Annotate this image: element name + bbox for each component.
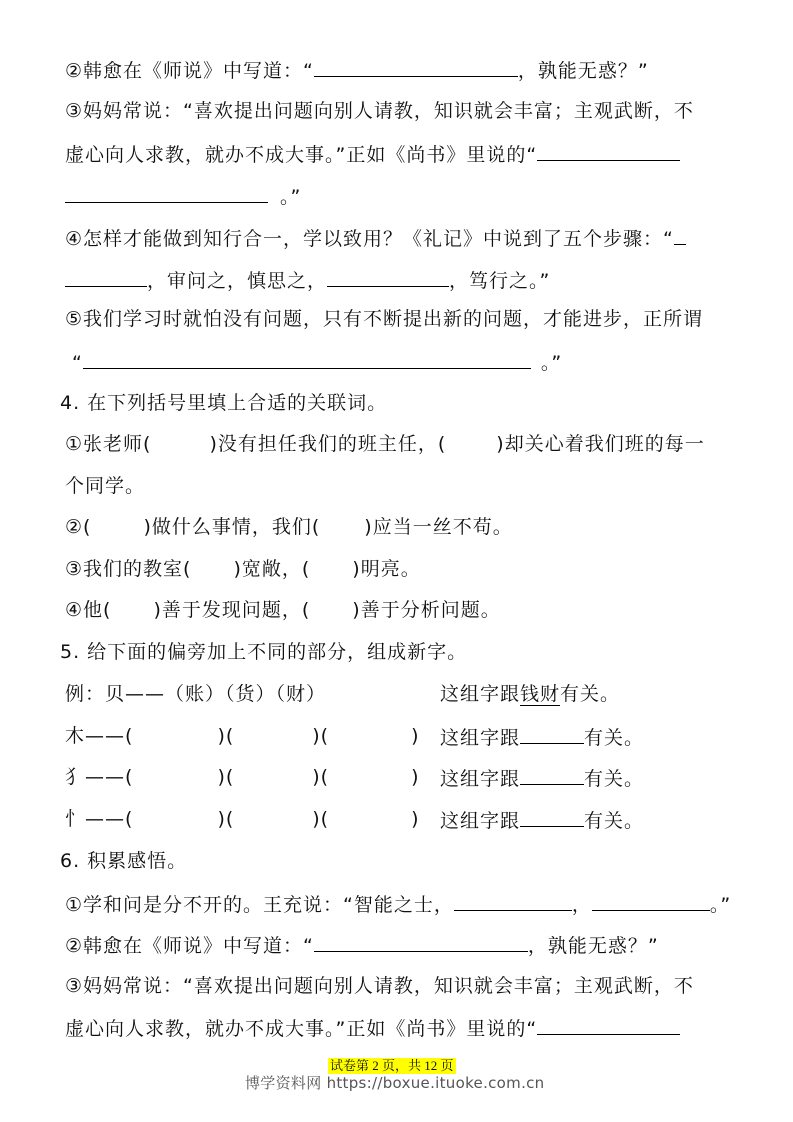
- answer-blank[interactable]: [520, 723, 584, 744]
- q3-item3-line1: ③妈妈常说：“喜欢提出问题向别人请教，知识就会丰富；主观武断，不: [65, 100, 694, 122]
- q5-title: 5. 给下面的偏旁加上不同的部分，组成新字。: [60, 641, 468, 663]
- q5-row-wood-right: 这组字跟 有关。: [440, 723, 644, 751]
- q4-item1-cont: 个同学。: [65, 475, 146, 497]
- answer-blank[interactable]: [327, 266, 449, 287]
- q4-item1: ①张老师( )没有担任我们的班主任，( )却关心着我们班的每一: [65, 433, 705, 455]
- answer-blank[interactable]: [314, 931, 528, 952]
- page-number: 试卷第 2 页，共 12 页: [330, 1058, 454, 1073]
- answer-blank[interactable]: [65, 266, 147, 287]
- q6-title: 6. 积累感悟。: [60, 850, 188, 872]
- q5-row-heart-right: 这组字跟 有关。: [440, 806, 644, 834]
- q5-example-right: 这组字跟钱财有关。: [440, 683, 621, 705]
- q6-item3-line1: ③妈妈常说：“喜欢提出问题向别人请教，知识就会丰富；主观武断，不: [65, 975, 694, 997]
- answer-blank[interactable]: [65, 182, 268, 203]
- q3-item3-line2: 虚心向人求教，就办不成大事。”正如《尚书》里说的“: [65, 140, 680, 168]
- q3-item2: ②韩愈在《师说》中写道：“ ，孰能无惑？”: [65, 56, 649, 84]
- q3-item5-line1: ⑤我们学习时就怕没有问题，只有不断提出新的问题，才能进步，正所谓: [65, 308, 704, 330]
- q6-item3-line2: 虚心向人求教，就办不成大事。”正如《尚书》里说的“: [65, 1014, 680, 1042]
- answer-blank[interactable]: [537, 140, 680, 161]
- q5-row-dog: 犭——( )( )( ): [65, 766, 420, 788]
- q5-row-dog-right: 这组字跟 有关。: [440, 764, 644, 792]
- q5-row-wood: 木——( )( )( ): [65, 725, 420, 747]
- answer-blank[interactable]: [537, 1014, 680, 1035]
- q6-item2: ②韩愈在《师说》中写道：“ ，孰能无惑？”: [65, 931, 659, 959]
- q3-item4-line2: ，审问之，慎思之， ，笃行之。”: [65, 266, 550, 294]
- q4-item3: ③我们的教室( )宽敞，( )明亮。: [65, 558, 421, 580]
- q5-row-heart: 忄——( )( )( ): [65, 808, 420, 830]
- q3-item5-line2: “ 。”: [72, 348, 562, 376]
- watermark-site: 博学资料网 https://boxue.ituoke.com.cn: [245, 1074, 545, 1092]
- answer-blank[interactable]: [592, 890, 710, 911]
- answer-blank[interactable]: [520, 764, 584, 785]
- answer-blank[interactable]: [520, 806, 584, 827]
- answer-blank[interactable]: [454, 890, 572, 911]
- q4-title: 4. 在下列括号里填上合适的关联词。: [60, 392, 388, 414]
- q4-item2: ②( )做什么事情，我们( )应当一丝不苟。: [65, 516, 513, 538]
- answer-blank[interactable]: [83, 348, 531, 369]
- answer-blank[interactable]: [314, 56, 518, 77]
- answer-blank[interactable]: [674, 224, 686, 245]
- q5-example: 例：贝——（账）（货）（财）: [65, 683, 327, 705]
- q6-item1: ①学和问是分不开的。王充说：“智能之士， ， 。”: [65, 890, 731, 918]
- q4-item4: ④他( )善于发现问题，( )善于分析问题。: [65, 599, 501, 621]
- q3-item3-line3: 。”: [65, 182, 301, 210]
- q3-item4-line1: ④怎样才能做到知行合一，学以致用？《礼记》中说到了五个步骤：“: [65, 224, 686, 252]
